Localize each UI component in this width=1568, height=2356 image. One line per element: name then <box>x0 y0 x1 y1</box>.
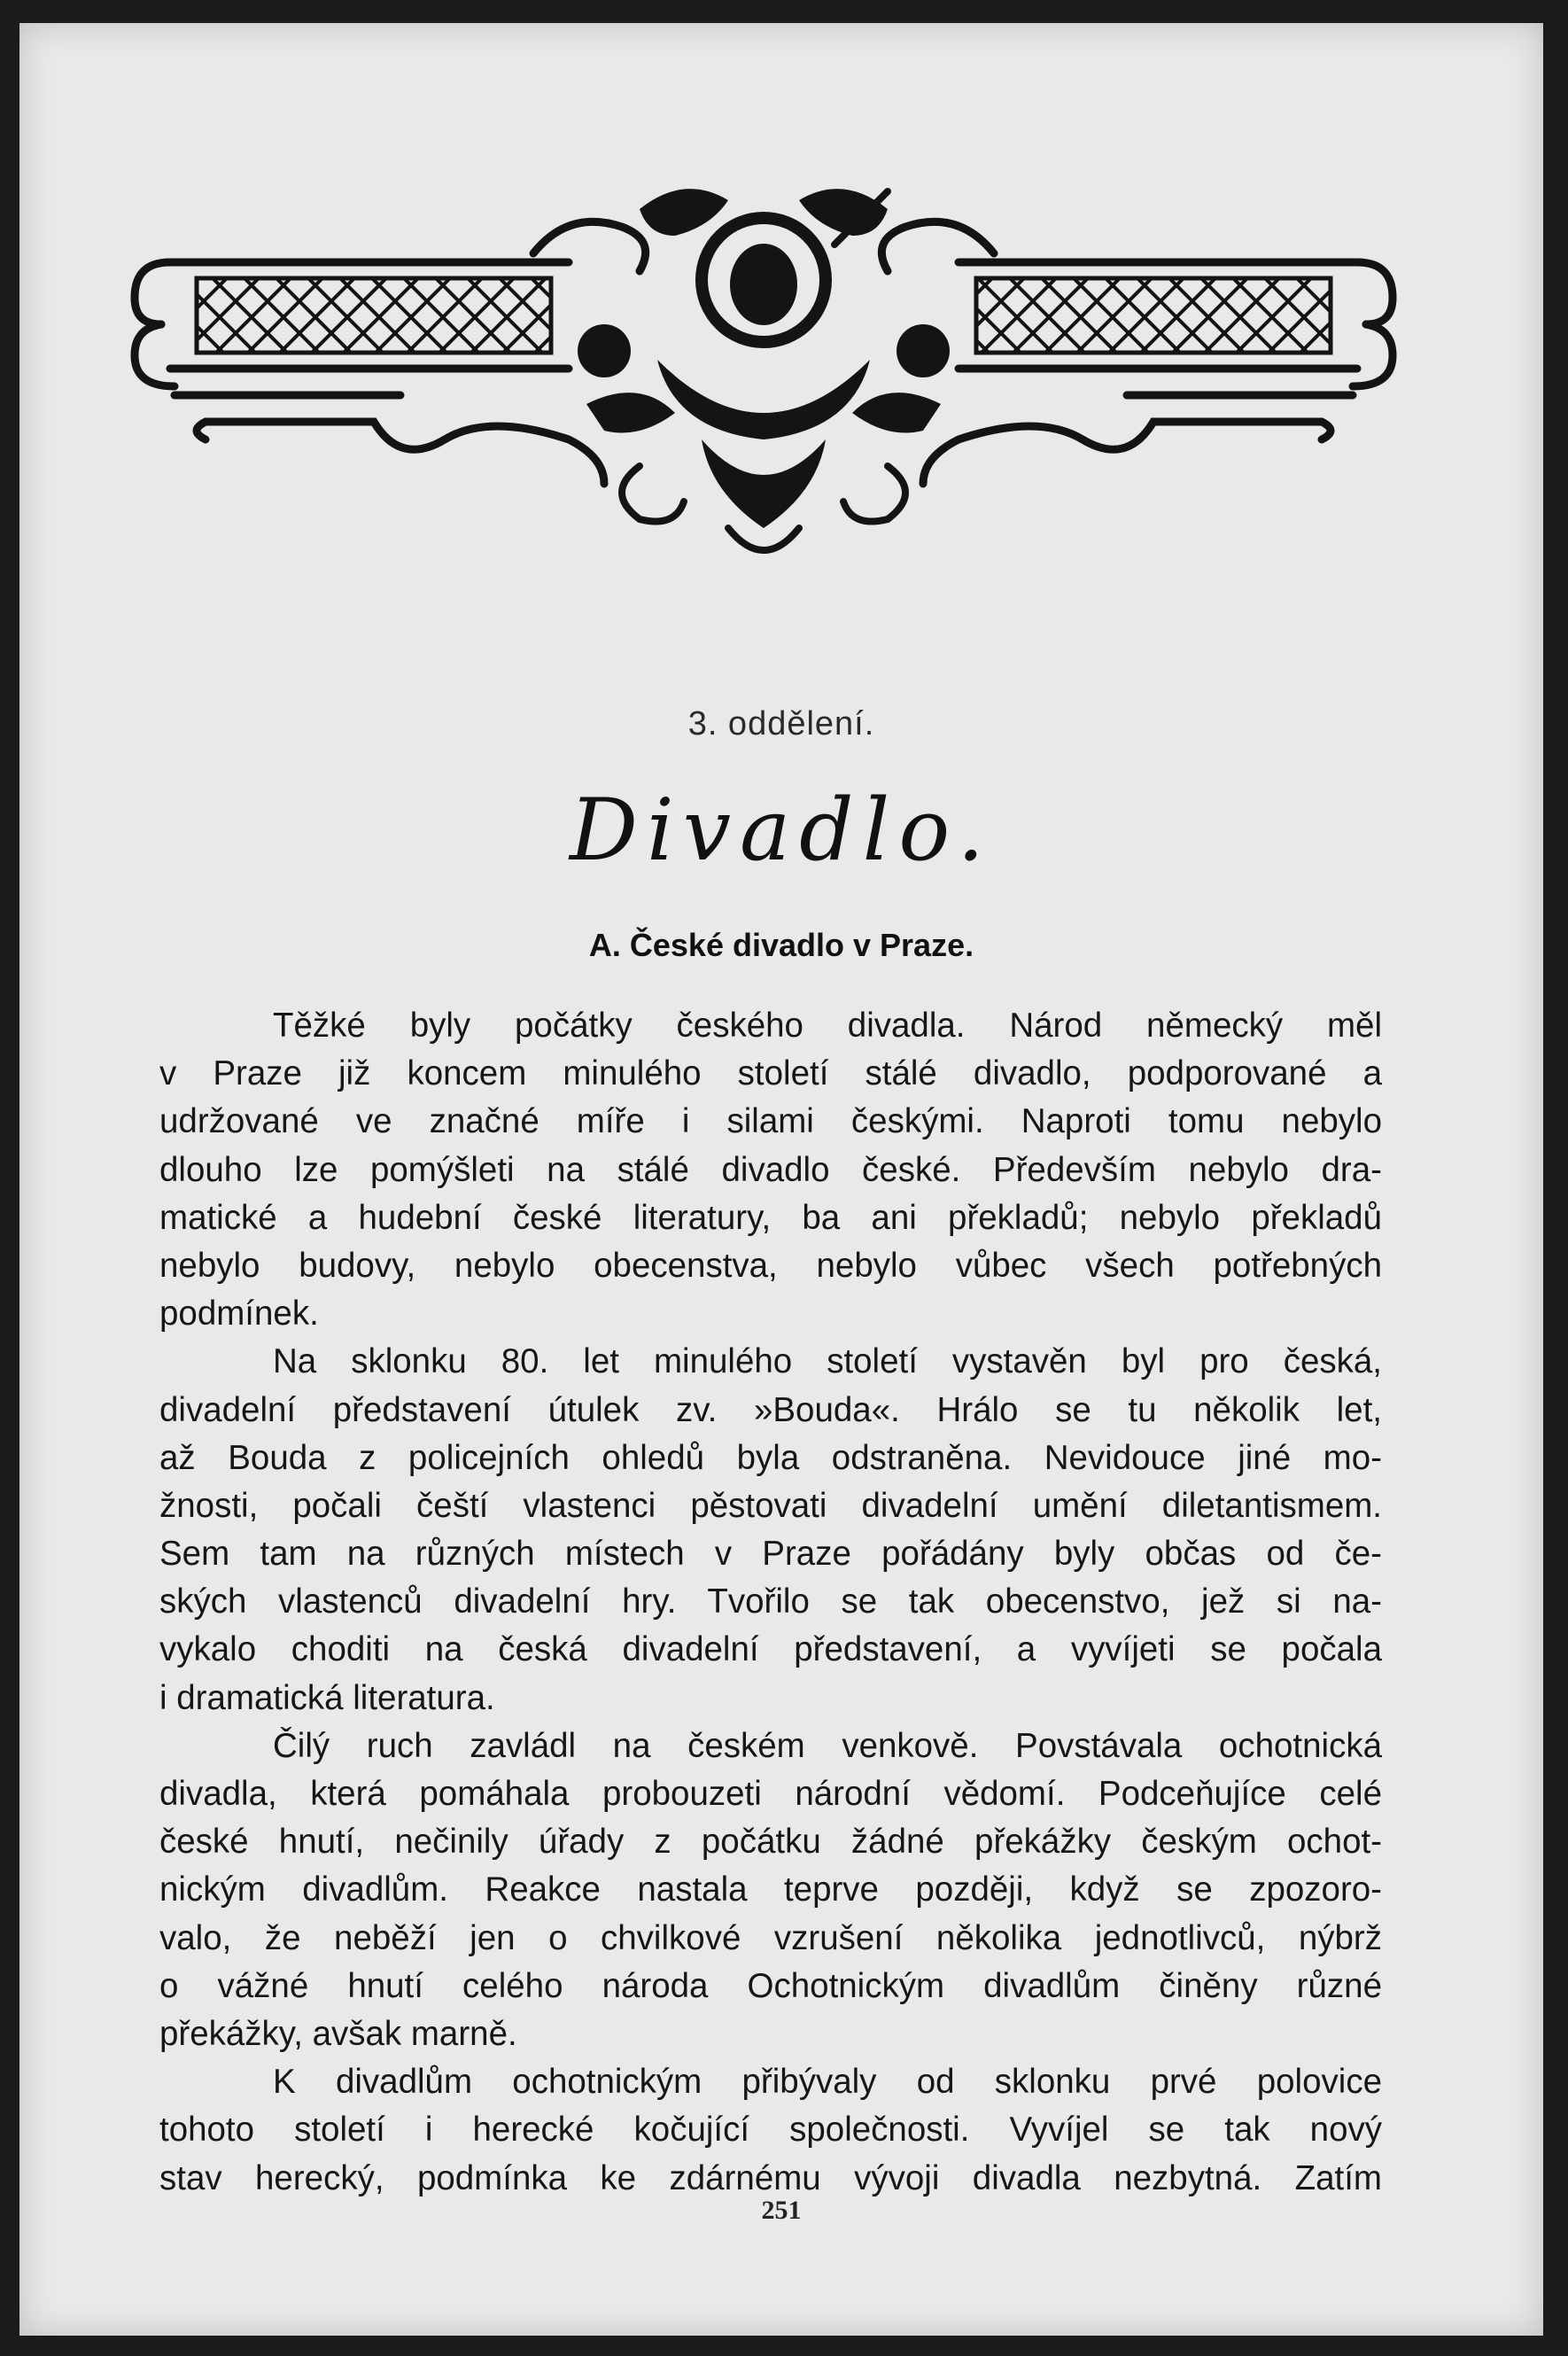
text-line: stav herecký, podmínka ke zdárnému vývoji divadla nezbytná. Zatím <box>159 2158 1382 2197</box>
text-line: o vážné hnutí celého národa Ochotnickým divadlům činěny různé <box>159 1966 1382 2005</box>
text-line: ských vlastenců divadelní hry. Tvořilo se tak obecenstvo, jež si na- <box>159 1582 1382 1621</box>
text-line: Čilý ruch zavládl na českém venkově. Povstávala ochotnická <box>273 1726 1382 1765</box>
text-line: matické a hudební české literatury, ba ani překladů; nebylo překladů <box>159 1198 1382 1237</box>
text-line: žnosti, počali čeští vlastenci pěstovati divadelní umění diletantismem. <box>159 1486 1382 1525</box>
body-text <box>159 1002 1382 2203</box>
text-line: vykalo choditi na česká divadelní představení, a vyvíjeti se počala <box>159 1630 1382 1669</box>
text-line: K divadlům ochotnickým přibývaly od sklonku prvé polovice <box>273 2063 1382 2102</box>
text-line: české hnutí, nečinily úřady z počátku žádné překážky českým ochot- <box>159 1823 1382 1862</box>
text-line: v Praze již koncem minulého století stálé divadlo, podporované a <box>159 1054 1382 1093</box>
text-line: divadla, která pomáhala probouzeti národní vědomí. Podceňujíce celé <box>159 1775 1382 1813</box>
section-label: 3. oddělení. <box>687 705 875 743</box>
page-number: 251 <box>761 2196 802 2225</box>
section-subtitle: A. České divadlo v Praze. <box>588 927 974 963</box>
text-line: nebylo budovy, nebylo obecenstva, nebylo vůbec všech potřebných <box>159 1246 1382 1285</box>
text-line: udržované ve značné míře i silami českými. Naproti tomu nebylo <box>159 1102 1382 1141</box>
paragraph <box>159 1722 1382 2058</box>
paragraph <box>159 2058 1382 2203</box>
chapter-title: Divadlo. <box>570 781 993 880</box>
paragraph <box>159 1002 1382 1338</box>
text-line: Těžké byly počátky českého divadla. Národ německý měl <box>273 1007 1382 1045</box>
paragraph <box>159 1338 1382 1722</box>
headpiece-ornament-icon <box>108 174 1419 581</box>
text-line: i dramatická literatura. <box>159 1678 495 1717</box>
text-line: až Bouda z policejních ohledů byla odstraněna. Nevidouce jiné mo- <box>159 1438 1382 1477</box>
text-line: tohoto století i herecké kočující společnosti. Vyvíjel se tak nový <box>159 2111 1382 2150</box>
text-line: Sem tam na různých místech v Praze pořádány byly občas od če- <box>159 1535 1382 1574</box>
book-page <box>19 23 1543 2336</box>
text-line: dlouho lze pomýšleti na stálé divadlo české. Především nebylo dra- <box>159 1150 1382 1189</box>
text-line: Na sklonku 80. let minulého století vystavěn byl pro česká, <box>273 1342 1382 1381</box>
text-line: podmínek. <box>159 1295 319 1334</box>
text-line: valo, že neběží jen o chvilkové vzrušení několika jednotlivců, nýbrž <box>159 1918 1382 1957</box>
text-line: překážky, avšak marně. <box>159 2014 517 2053</box>
text-line: nickým divadlům. Reakce nastala teprve později, když se zpozoro- <box>159 1870 1382 1909</box>
text-line: divadelní představení útulek zv. »Bouda«. Hrálo se tu několik let, <box>159 1390 1382 1429</box>
